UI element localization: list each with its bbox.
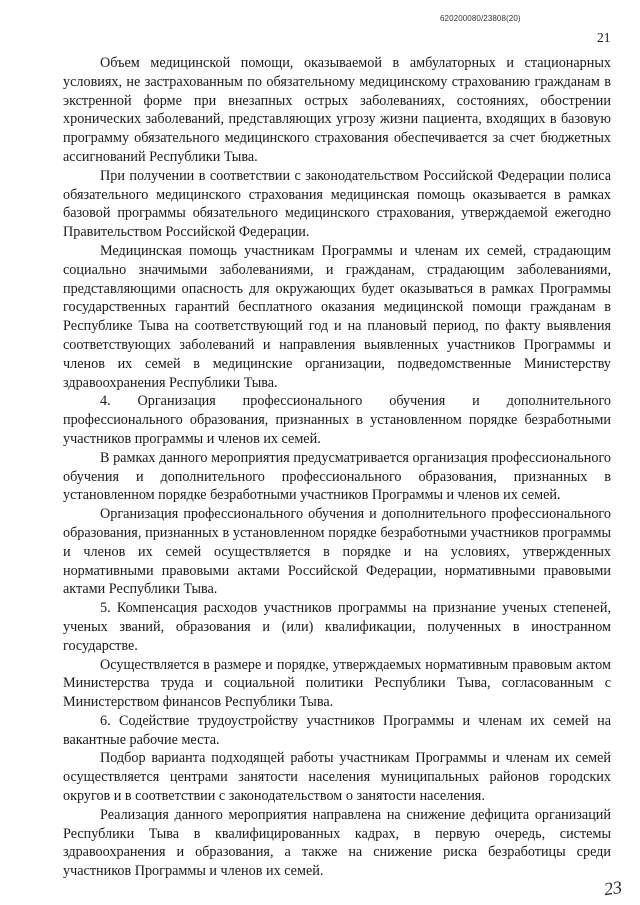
section-heading-compensation: 5. Компенсация расходов участников программы на признание ученых степеней, ученых званий, образования и (или) квалификации, полученных в иностранном государстве. — [63, 600, 611, 654]
section-heading-training: 4. Организация профессионального обучения и дополнительного профессионального образования, признанных в установленном порядке безработными участников программы и членов их семей. — [63, 393, 611, 447]
document-code: 620200080/23808(20) — [440, 14, 521, 23]
paragraph-job-selection: Подбор варианта подходящей работы участникам Программы и членам их семей осуществляется центрами занятости населения муниципальных районов городских округов и в соответствии с законодательством о занятости населения. — [63, 750, 611, 805]
paragraph-medical-care: Медицинская помощь участникам Программы и членам их семей, страдающим социально значимыми заболеваниями, и гражданам, страдающим заболеваниями, представляющими опасность для окружающих будет оказываться в рамках Программы государственных гарантий бесплатного оказания медицинской помощи гражданам в Республике Тыва на соответствующий год и на плановый период, по факту выявления соответствующих заболеваний и направления выявленных участников Программы и членов их семей в медицинские организации, подведомственные Министерству здравоохранения Республики Тыва. — [63, 242, 611, 391]
paragraph-insurance-policy: При получении в соответствии с законодательством Российской Федерации полиса обязательного медицинского страхования медицинская помощь оказывается в рамках базовой программы обязательного медицинского страхования, утверждаемой ежегодно Правительством Российской Федерации. — [63, 167, 611, 241]
section-heading-employment: 6. Содействие трудоустройству участников Программы и членам их семей на вакантные рабочие места. — [63, 712, 611, 748]
document-body — [63, 54, 611, 881]
paragraph-implementation-goal: Реализация данного мероприятия направлена на снижение дефицита организаций Республики Тыва в квалифицированных кадрах, в первую очередь, системы здравоохранения и образования, а также на снижение риска безработицы среди участников Программы и членов их семей. — [63, 806, 611, 880]
handwritten-page-mark: 23 — [602, 876, 624, 900]
paragraph-compensation-terms: Осуществляется в размере и порядке, утверждаемых нормативным правовым актом Министерства труда и социальной политики Республики Тыва, согласованным с Министерством финансов Республики Тыва. — [63, 656, 611, 711]
paragraph-training-organization: Организация профессионального обучения и дополнительного профессионального образования, признанных в установленном порядке безработными участников программы и членов их семей осуществляется в порядке и на условиях, утвержденных нормативными правовыми актами Российской Федерации, нормативными правовыми актами Республики Тыва. — [63, 506, 611, 598]
paragraph-training-scope: В рамках данного мероприятия предусматривается организация профессионального обучения и дополнительного профессионального образования, признанных в установленном порядке безработными участников Программы и членов их семей. — [63, 449, 611, 504]
page-number: 21 — [597, 30, 611, 45]
paragraph-medical-volume: Объем медицинской помощи, оказываемой в амбулаторных и стационарных условиях, не застрахованным по обязательному медицинскому страхованию гражданам в экстренной форме при внезапных острых заболеваниях, состояниях, обострении хронических заболеваний, представляющих угрозу жизни пациента, входящих в базовую программу обязательного медицинского страхования обеспечивается за счет бюджетных ассигнований Республики Тыва. — [63, 55, 611, 165]
